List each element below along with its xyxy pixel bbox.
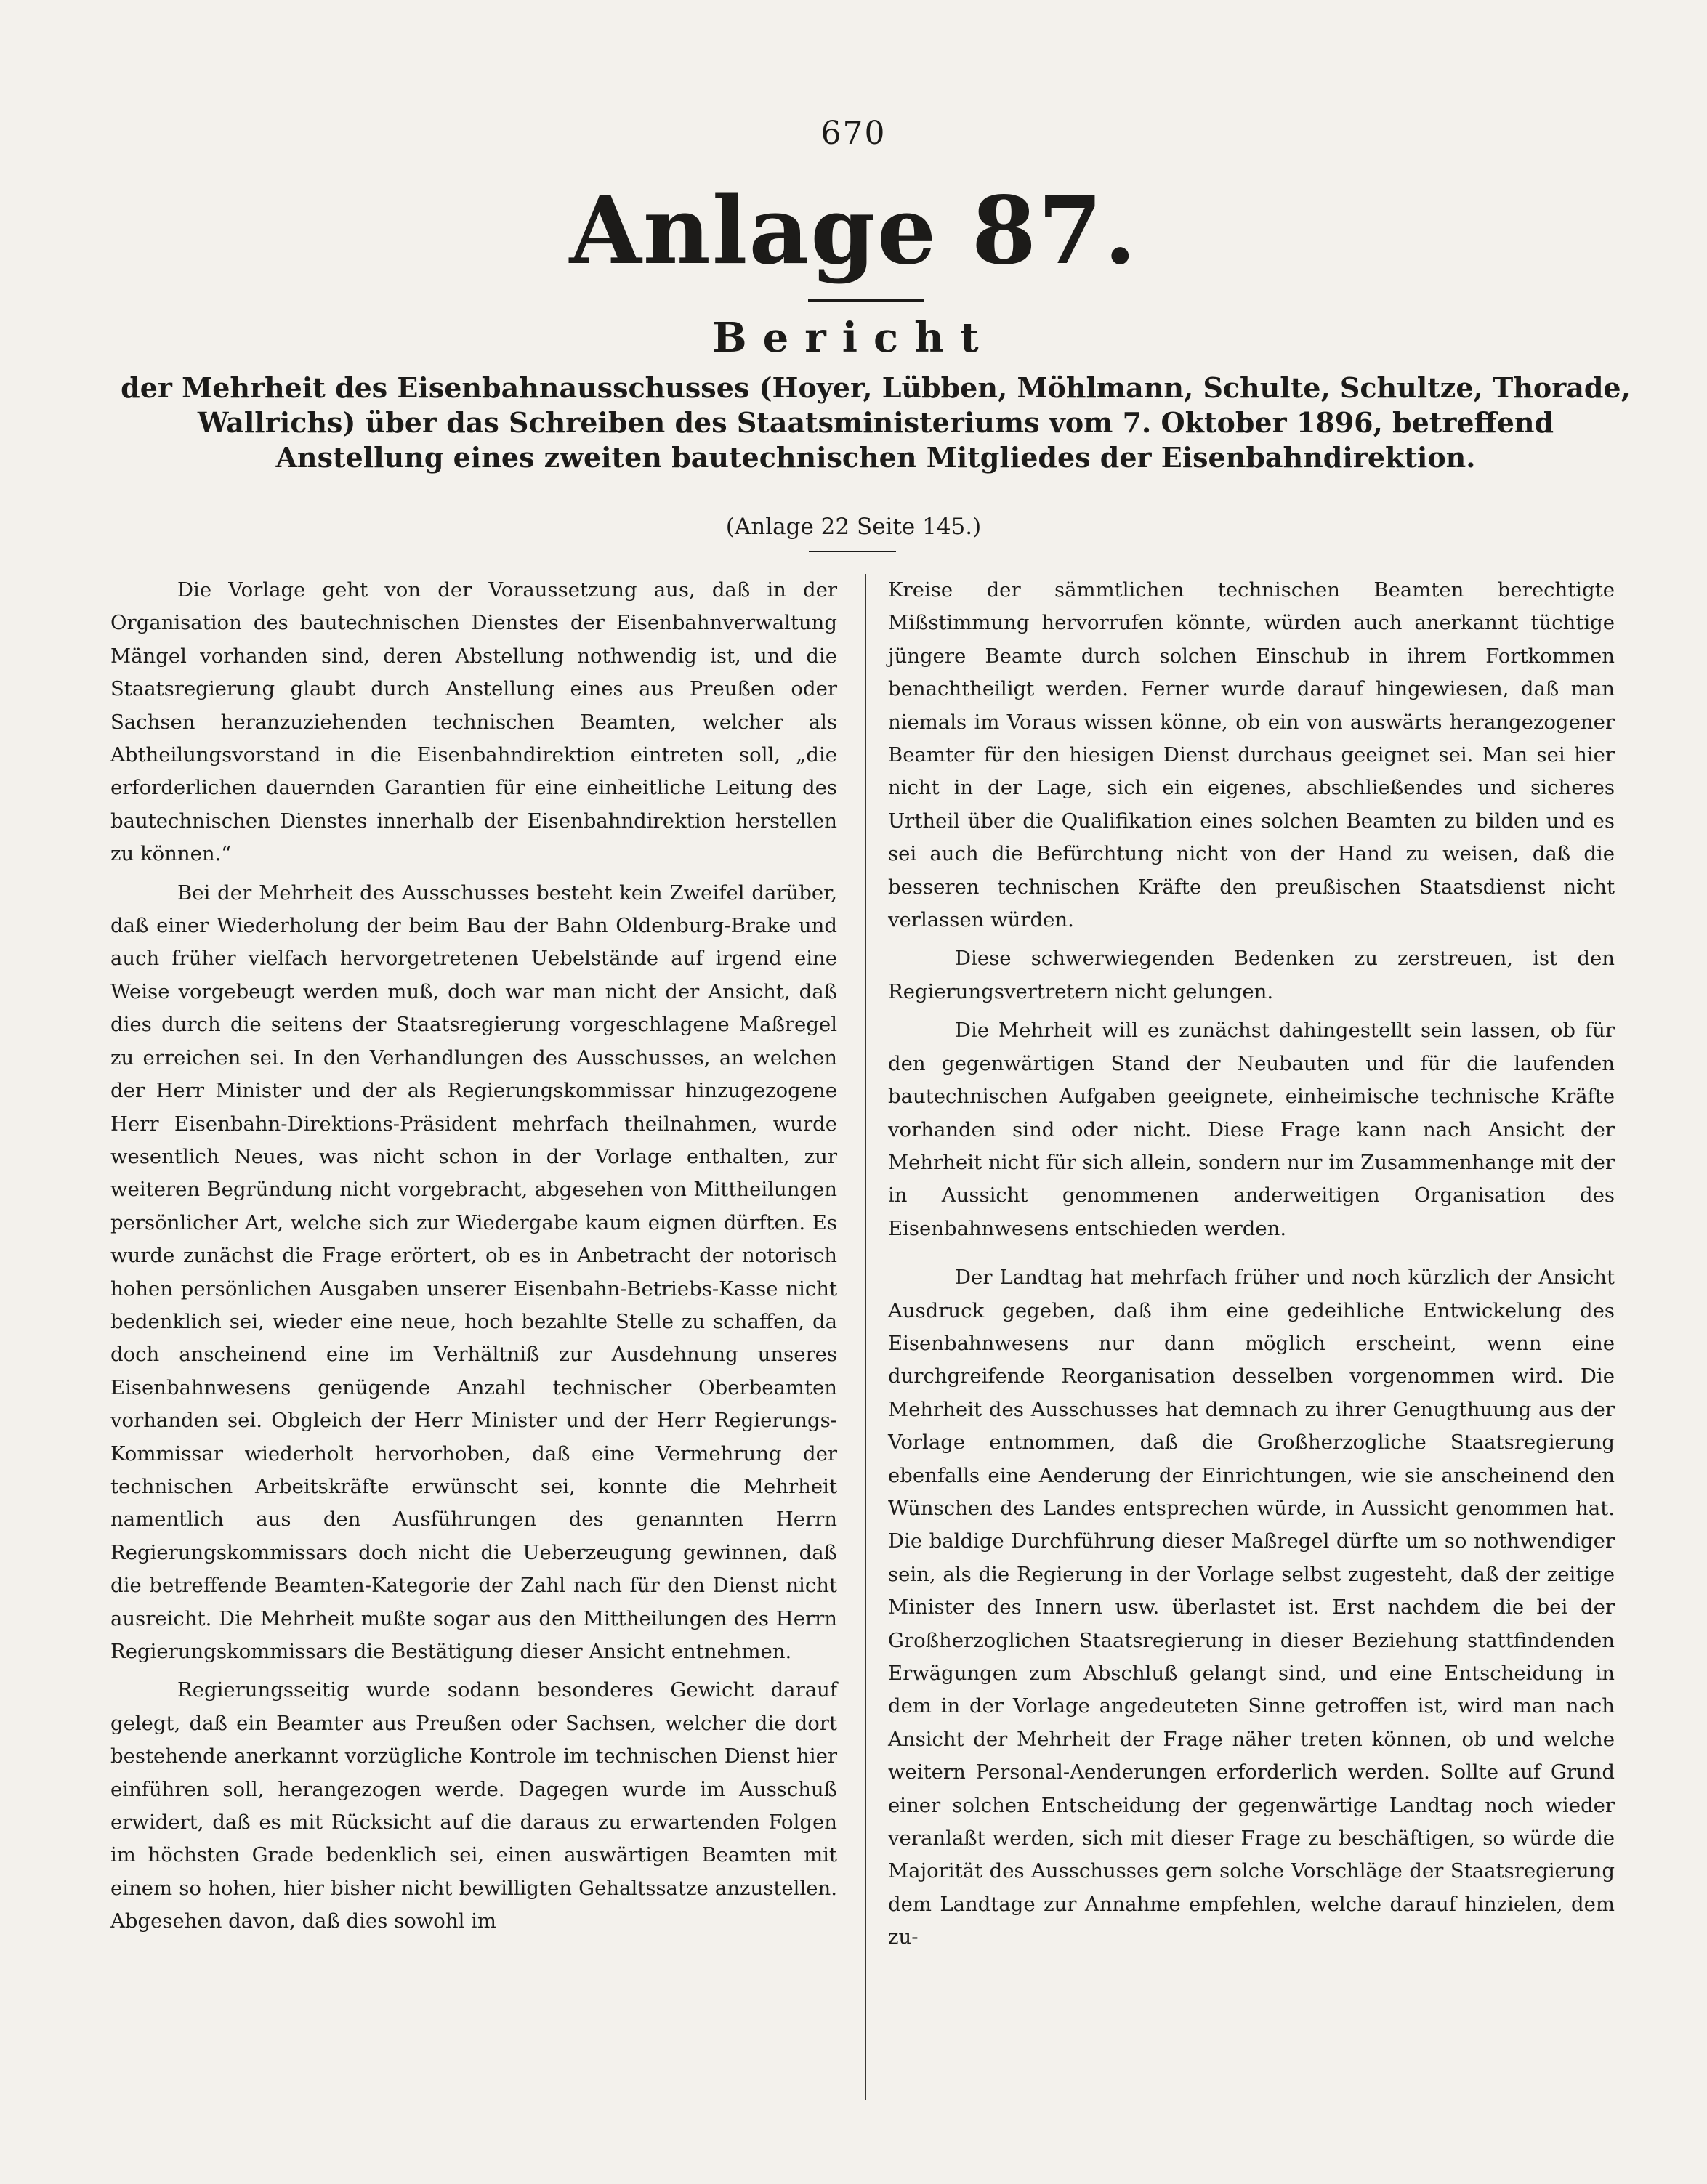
title-divider-rule <box>808 299 924 302</box>
report-heading: Bericht <box>712 314 995 362</box>
reference-divider-rule <box>809 551 896 552</box>
paragraph: Diese schwerwiegenden Bedenken zu zerstreuen, ist den Regierungsvertretern nicht gelungen. <box>888 947 1615 1003</box>
column-divider-rule <box>865 574 866 2100</box>
page-number: 670 <box>820 115 887 152</box>
paragraph: Bei der Mehrheit des Ausschusses besteht kein Zweifel darüber, daß einer Wiederholung der beim Bau der Bahn Oldenburg-Brake und auch früher vielfach hervorgetretenen Uebelstände auf irgend eine Weise vorgebeugt werden muß, doch war man nicht der Ansicht, daß dies durch die seitens der Staatsregierung vorgeschlagene Maßregel zu erreichen sei. In den Verhandlungen des Ausschusses, an welchen der Herr Minister und der als Regierungskommissar hinzugezogene Herr Eisenbahn-Direktions-Präsident mehrfach theilnahmen, wurde wesentlich Neues, was nicht schon in der Vorlage enthalten, zur weiteren Begründung nicht vorgebracht, abgesehen von Mittheilungen persönlicher Art, welche sich zur Wiedergabe kaum eignen dürften. Es wurde zunächst die Frage erörtert, ob es in Anbetracht der notorisch hohen persönlichen Ausgaben unserer Eisenbahn-Betriebs-Kasse nicht bedenklich sei, wieder eine neue, hoch bezahlte Stelle zu schaffen, da doch anscheinend eine im Verhältniß zur Ausdehnung unseres Eisenbahnwesens genügende Anzahl technischer Oberbeamten vorhanden sei. Obgleich der Herr Minister und der Herr Regierungs-Kommissar wiederholt hervorhoben, daß eine Vermehrung der technischen Arbeitskräfte erwünscht sei, konnte die Mehrheit namentlich aus den Ausführungen des genannten Herrn Regierungskommissars doch nicht die Ueberzeugung gewinnen, daß die betreffende Beamten-Kategorie der Zahl nach für den Dienst nicht ausreicht. Die Mehrheit mußte sogar aus den Mittheilungen des Herrn Regierungskommissars die Bestätigung dieser Ansicht entnehmen. <box>110 881 837 1663</box>
appendix-reference: (Anlage 22 Seite 145.) <box>725 514 982 540</box>
paragraph: Kreise der sämmtlichen technischen Beamten berechtigte Mißstimmung hervorrufen könnte, würden auch anerkannt tüchtige jüngere Beamte durch solchen Einschub in ihrem Fortkommen benachtheiligt werden. Ferner wurde darauf hingewiesen, daß man niemals im Voraus wissen könne, ob ein von auswärts herangezogener Beamter für den hiesigen Dienst durchaus geeignet sei. Man sei hier nicht in der Lage, sich ein eigenes, abschließendes und sicheres Urtheil über die Qualifikation eines solchen Beamten zu bilden und es sei auch die Befürchtung nicht von der Hand zu weisen, daß die besseren technischen Kräfte den preußischen Staatsdienst nicht verlassen würden. <box>888 578 1615 932</box>
paragraph: Die Mehrheit will es zunächst dahingestellt sein lassen, ob für den gegenwärtigen Stand der Neubauten und für die laufenden bautechnischen Aufgaben geeignete, einheimische technische Kräfte vorhanden sind oder nicht. Diese Frage kann nach Ansicht der Mehrheit nicht für sich allein, sondern nur im Zusammenhange mit der in Aussicht genommenen anderweitigen Organisation des Eisenbahnwesens entschieden werden. <box>888 1019 1615 1240</box>
appendix-title: Anlage 87. <box>569 177 1138 286</box>
paragraph: Regierungsseitig wurde sodann besonderes Gewicht darauf gelegt, daß ein Beamter aus Preußen oder Sachsen, welcher die dort bestehende anerkannt vorzügliche Kontrole im technischen Dienst hier einführen soll, herangezogen werde. Dagegen wurde im Ausschuß erwidert, daß es mit Rücksicht auf die daraus zu erwartenden Folgen im höchsten Grade bedenklich sei, einen auswärtigen Beamten mit einem so hohen, hier bisher nicht bewilligten Gehaltssatze anzustellen. Abgesehen davon, daß dies sowohl im <box>110 1678 837 1933</box>
paragraph: Der Landtag hat mehrfach früher und noch kürzlich der Ansicht Ausdruck gegeben, daß ihm eine gedeihliche Entwickelung des Eisenbahnwesens nur dann möglich erscheint, wenn eine durchgreifende Reorganisation desselben vorgenommen wird. Die Mehrheit des Ausschusses hat demnach zu ihrer Genugthuung aus der Vorlage entnommen, daß die Großherzogliche Staatsregierung ebenfalls eine Aenderung der Einrichtungen, wie sie anscheinend den Wünschen des Landes entsprechen würde, in Aussicht genommen hat. Die baldige Durchführung dieser Maßregel dürfte um so nothwendiger sein, als die Regierung in der Vorlage selbst zugesteht, daß der zeitige Minister des Innern usw. überlastet ist. Erst nachdem die bei der Großherzoglichen Staatsregierung in dieser Beziehung stattfindenden Erwägungen zum Abschluß gelangt sind, und eine Entscheidung in dem in der Vorlage angedeuteten Sinne getroffen ist, wird man nach Ansicht der Mehrheit der Frage näher treten können, ob und welche weitern Personal-Aenderungen erforderlich werden. Sollte auf Grund einer solchen Entscheidung der gegenwärtige Landtag noch wieder veranlaßt werden, sich mit dieser Frage zu beschäftigen, so würde die Majorität des Ausschusses gern solche Vorschläge der Staatsregierung dem Landtage zur Annahme empfehlen, welche darauf hinzielen, dem zu- <box>888 1266 1615 1949</box>
report-subtitle: der Mehrheit des Eisenbahnausschusses (Hoyer, Lübben, Möhlmann, Schulte, Schultze, Thorade, Wallrichs) über das Schreiben des Staatsministeriums vom 7. Oktober 1896, betreffend Anstellung eines zweiten bautechnischen Mitgliedes der Eisenbahndirektion. <box>121 371 1631 474</box>
paragraph: Die Vorlage geht von der Voraussetzung aus, daß in der Organisation des bautechnischen Dienstes der Eisenbahnverwaltung Mängel vorhanden sind, deren Abstellung nothwendig ist, und die Staatsregierung glaubt durch Anstellung eines aus Preußen oder Sachsen heranzuziehenden technischen Beamten, welcher als Abtheilungsvorstand in die Eisenbahndirektion eintreten soll, „die erforderlichen dauernden Garantien für eine einheitliche Leitung des bautechnischen Dienstes innerhalb der Eisenbahndirektion herstellen zu können.“ <box>110 578 837 866</box>
left-text-column <box>110 574 837 1944</box>
right-text-column <box>888 574 1615 1960</box>
